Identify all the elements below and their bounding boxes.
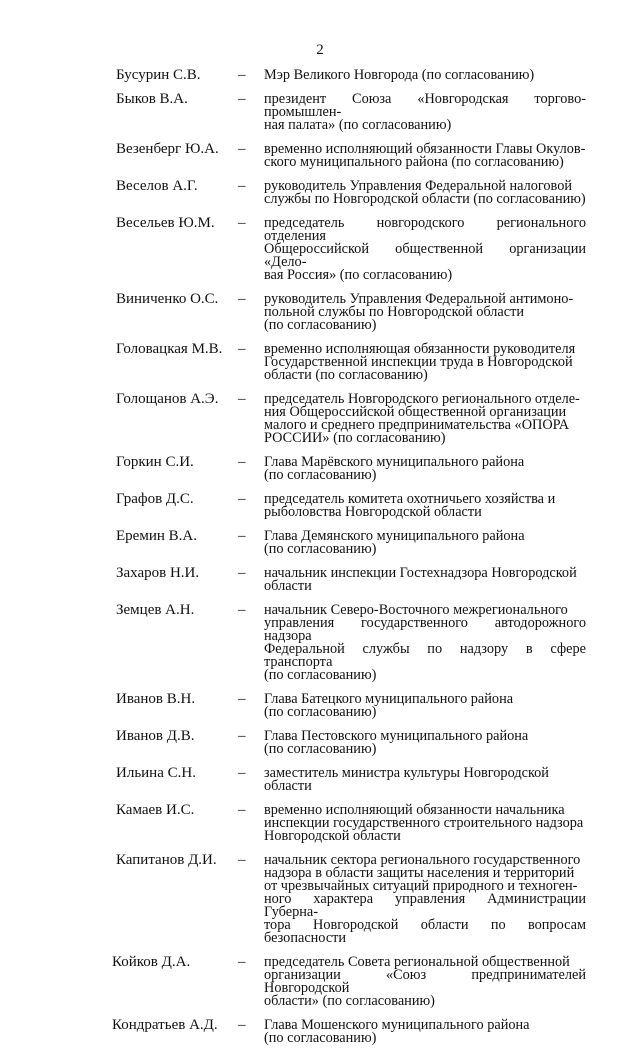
- member-role: начальник Северо-Восточного межрегионального управления государственного автодорожного надзора Федеральной службы по надзору в сфере транспорта (по согласованию): [264, 602, 586, 683]
- member-role: Глава Демянского муниципального района (по согласованию): [264, 528, 525, 557]
- member-name: Графов Д.С.: [116, 491, 194, 507]
- member-role: президент Союза «Новгородская торгово-промышлен- ная палата» (по согласованию): [264, 91, 586, 133]
- dash-separator: –: [238, 491, 246, 507]
- member-role: председатель комитета охотничьего хозяйства и рыболовства Новгородской области: [264, 491, 556, 520]
- member-role: Глава Марёвского муниципального района (по согласованию): [264, 454, 525, 483]
- list-item: [116, 854, 586, 945]
- member-name: Горкин С.И.: [116, 454, 194, 470]
- member-role: председатель новгородского регионального отделения Общероссийской общественной организации «Дело- вая Россия» (по согласованию): [264, 215, 586, 283]
- page-number: 2: [316, 42, 324, 58]
- member-name: Кондратьев А.Д.: [112, 1017, 218, 1033]
- list-item: [116, 143, 586, 169]
- list-item: [116, 69, 586, 82]
- member-name: Иванов В.Н.: [116, 691, 196, 707]
- member-name: Весельев Ю.М.: [116, 215, 215, 231]
- list-item: [112, 954, 586, 1009]
- dash-separator: –: [238, 91, 246, 107]
- list-item: [116, 456, 586, 482]
- list-item: [116, 93, 586, 132]
- member-name: Ильина С.Н.: [116, 765, 196, 781]
- dash-separator: –: [238, 391, 246, 407]
- member-role: руководитель Управления Федеральной налоговой службы по Новгородской области (по согласованию): [264, 178, 586, 207]
- list-item: [112, 1017, 586, 1046]
- member-name: Захаров Н.И.: [116, 565, 200, 581]
- dash-separator: –: [238, 802, 246, 818]
- list-item: [116, 530, 586, 556]
- member-name: Головацкая М.В.: [116, 341, 223, 357]
- list-item: [116, 804, 586, 843]
- member-role: председатель Новгородского регионального отделе- ния Общероссийской общественной организации малого и среднего предпринимательства «ОПОРА РОССИИ» (по согласованию): [264, 391, 580, 446]
- list-item: [116, 767, 586, 793]
- member-role: председатель Совета региональной общественной организации «Союз предпринимателей Новгородской области» (по согласованию): [264, 954, 586, 1009]
- list-item: [116, 493, 586, 519]
- dash-separator: –: [238, 691, 246, 707]
- member-role: временно исполняющий обязанности начальника инспекции государственного строительного надзора Новгородской области: [264, 802, 584, 844]
- list-item: [116, 730, 586, 756]
- dash-separator: –: [238, 291, 246, 307]
- member-role: руководитель Управления Федеральной антимоно- польной службы по Новгородской области (по согласованию): [264, 291, 574, 333]
- member-name: Еремин В.А.: [116, 528, 197, 544]
- member-name: Веселов А.Г.: [116, 178, 198, 194]
- list-item: [116, 393, 586, 445]
- dash-separator: –: [238, 852, 246, 868]
- member-role: Глава Пестовского муниципального района (по согласованию): [264, 728, 529, 757]
- dash-separator: –: [238, 141, 246, 157]
- list-item: [116, 567, 586, 593]
- member-name: Быков В.А.: [116, 91, 188, 107]
- member-role: Мэр Великого Новгорода (по согласованию): [264, 67, 535, 83]
- member-role: временно исполняющая обязанности руководителя Государственной инспекции труда в Новгородской области (по согласованию): [264, 341, 576, 383]
- dash-separator: –: [238, 565, 246, 581]
- member-name: Койков Д.А.: [112, 954, 191, 970]
- dash-separator: –: [238, 341, 246, 357]
- member-role: начальник сектора регионального государственного надзора в области защиты населения и территорий от чрезвычайных ситуаций природного и техноген- ного характера управления Администрации Губерна- тора Новгородской области по вопросам безопасности: [264, 852, 586, 946]
- member-name: Везенберг Ю.А.: [116, 141, 219, 157]
- dash-separator: –: [238, 765, 246, 781]
- member-name: Капитанов Д.И.: [116, 852, 217, 868]
- dash-separator: –: [238, 454, 246, 470]
- member-name: Голощанов А.Э.: [116, 391, 219, 407]
- dash-separator: –: [238, 178, 246, 194]
- member-role: заместитель министра культуры Новгородской области: [264, 765, 549, 794]
- dash-separator: –: [238, 215, 246, 231]
- list-item: [116, 343, 586, 382]
- dash-separator: –: [238, 67, 246, 83]
- member-name: Бусурин С.В.: [116, 67, 201, 83]
- list-item: [116, 293, 586, 332]
- member-name: Иванов Д.В.: [116, 728, 195, 744]
- member-name: Виниченко О.С.: [116, 291, 219, 307]
- list-item: [116, 693, 586, 719]
- list-item: [116, 180, 586, 206]
- dash-separator: –: [238, 728, 246, 744]
- member-role: временно исполняющий обязанности Главы Окулов- ского муниципального района (по согласованию): [264, 141, 586, 170]
- member-role: начальник инспекции Гостехнадзора Новгородской области: [264, 565, 577, 594]
- dash-separator: –: [238, 528, 246, 544]
- member-role: Глава Мошенского муниципального района (по согласованию): [264, 1017, 530, 1046]
- list-item: [116, 604, 586, 682]
- dash-separator: –: [238, 602, 246, 618]
- member-role: Глава Батецкого муниципального района (по согласованию): [264, 691, 514, 720]
- dash-separator: –: [238, 1017, 246, 1033]
- list-item: [116, 217, 586, 282]
- member-name: Земцев А.Н.: [116, 602, 195, 618]
- member-list: [112, 67, 586, 1056]
- member-name: Камаев И.С.: [116, 802, 195, 818]
- dash-separator: –: [238, 954, 246, 970]
